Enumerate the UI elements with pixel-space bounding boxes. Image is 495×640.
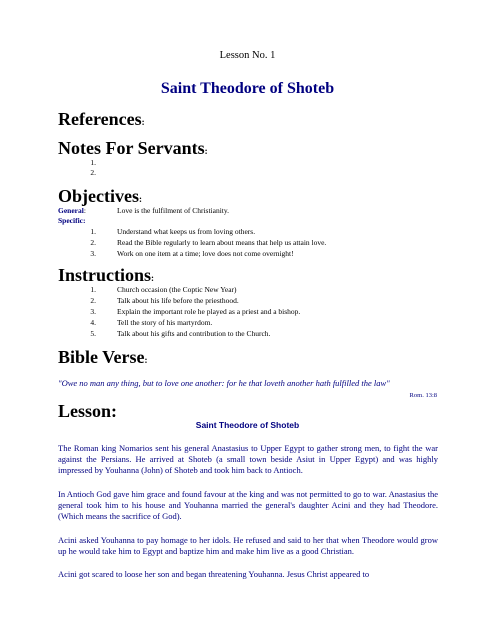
lesson-paragraph: Acini asked Youhanna to pay homage to her idols. He refused and said to her that when Theodore would grow up he would take him to Egypt and baptize him and make him live as a good Christian. <box>58 535 438 556</box>
lesson-heading: Lesson: <box>58 401 118 421</box>
bible-verse-reference: Rom. 13:8 <box>409 392 437 399</box>
objective-number: 3. <box>90 249 96 258</box>
instructions-heading: Instructions: <box>58 265 155 285</box>
objective-item: Read the Bible regularly to learn about means that help us attain love. <box>117 238 327 247</box>
notes-item-number: 2. <box>90 168 96 177</box>
general-label: General: <box>58 206 86 215</box>
objective-item: Work on one item at a time; love does not come overnight! <box>117 249 294 258</box>
instruction-item: Talk about his life before the priesthood. <box>117 296 239 305</box>
lesson-paragraph: In Antioch God gave him grace and found favour at the king and was not permitted to go to war. Anastasius the general took him to his house and Youhanna married the general's daughter Acini and they had Theodore. (Which means the sacrifice of God). <box>58 489 438 521</box>
instruction-item: Church occasion (the Coptic New Year) <box>117 285 237 294</box>
notes-item-number: 1. <box>90 158 96 167</box>
objective-number: 1. <box>90 227 96 236</box>
general-text: Love is the fulfilment of Christianity. <box>117 206 229 215</box>
instruction-number: 1. <box>90 285 96 294</box>
instruction-number: 2. <box>90 296 96 305</box>
references-heading: References: <box>58 109 145 129</box>
instruction-item: Explain the important role he played as a priest and a bishop. <box>117 307 301 316</box>
instruction-item: Tell the story of his martyrdom. <box>117 318 213 327</box>
objective-number: 2. <box>90 238 96 247</box>
specific-label: Specific: <box>58 216 86 225</box>
instruction-item: Talk about his gifts and contribution to the Church. <box>117 329 271 338</box>
objective-item: Understand what keeps us from loving others. <box>117 227 256 236</box>
lesson-paragraph: Acini got scared to loose her son and began threatening Youhanna. Jesus Christ appeared to <box>58 569 370 579</box>
notes-heading: Notes For Servants: <box>58 138 208 158</box>
instruction-number: 3. <box>90 307 96 316</box>
instruction-number: 5. <box>90 329 96 338</box>
bible-verse-text: "Owe no man any thing, but to love one another: for he that loveth another hath fulfilled the law" <box>58 378 390 388</box>
lesson-paragraph: The Roman king Nomarios sent his general Anastasius to Upper Egypt to gather strong men, to fight the war against the Persians. He arrived at Shoteb (a small town beside Asiut in Upper Egypt) and was highly impressed by Youhanna (John) of Shoteb and took him back to Antioch. <box>58 443 438 475</box>
objectives-heading: Objectives: <box>58 186 142 206</box>
instruction-number: 4. <box>90 318 96 327</box>
bible-verse-heading: Bible Verse: <box>58 347 148 367</box>
lesson-subtitle: Saint Theodore of Shoteb <box>195 420 300 430</box>
lesson-number: Lesson No. 1 <box>219 50 276 61</box>
page-title: Saint Theodore of Shoteb <box>160 80 335 97</box>
